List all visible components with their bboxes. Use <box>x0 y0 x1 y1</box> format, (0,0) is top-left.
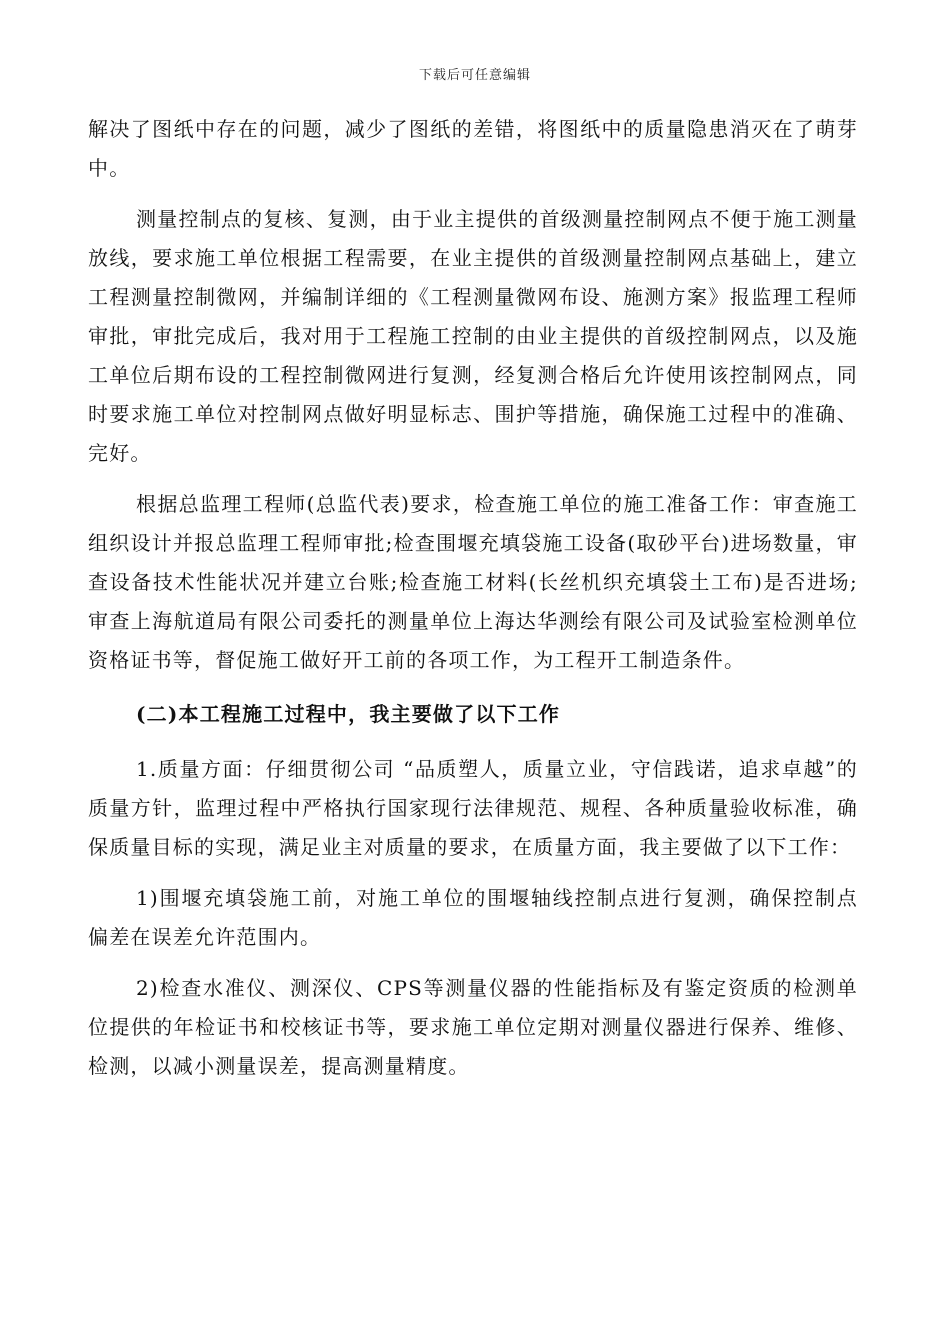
paragraph-construction-prep: 根据总监理工程师(总监代表)要求，检查施工单位的施工准备工作：审查施工组织设计并报总监理工程师审批;检查围堰充填袋施工设备(取砂平台)进场数量，审查设备技术性能状况并建立台账;检查施工材料(长丝机织充填袋土工布)是否进场;审查上海航道局有限公司委托的测量单位上海达华测绘有限公司及试验室检测单位资格证书等，督促施工做好开工前的各项工作，为工程开工制造条件。 <box>88 492 858 672</box>
paragraph-item-2: 2)检查水准仪、测深仪、CPS等测量仪器的性能指标及有鉴定资质的检测单位提供的年检证书和校核证书等，要求施工单位定期对测量仪器进行保养、维修、检测，以减小测量误差，提高测量精度。 <box>88 976 858 1078</box>
paragraph-continuation: 解决了图纸中存在的问题，减少了图纸的差错，将图纸中的质量隐患消灭在了萌芽中。 <box>88 117 858 180</box>
document-body <box>88 110 858 1098</box>
page-header: 下载后可任意编辑 <box>418 68 531 83</box>
paragraph-item-1: 1)围堰充填袋施工前，对施工单位的围堰轴线控制点进行复测，确保控制点偏差在误差允许范围内。 <box>88 886 858 949</box>
paragraph-survey-control: 测量控制点的复核、复测，由于业主提供的首级测量控制网点不便于施工测量放线，要求施工单位根据工程需要，在业主提供的首级测量控制网点基础上，建立工程测量控制微网，并编制详细的《工程测量微网布设、施测方案》报监理工程师审批，审批完成后，我对用于工程施工控制的由业主提供的首级控制网点，以及施工单位后期布设的工程控制微网进行复测，经复测合格后允许使用该控制网点，同时要求施工单位对控制网点做好明显标志、围护等措施，确保施工过程中的准确、完好。 <box>88 207 858 465</box>
paragraph-quality: 1.质量方面：仔细贯彻公司 “品质塑人，质量立业，守信践诺，追求卓越”的质量方针，监理过程中严格执行国家现行法律规范、规程、各种质量验收标准，确保质量目标的实现，满足业主对质量的要求，在质量方面，我主要做了以下工作： <box>88 757 858 859</box>
section-heading: (二)本工程施工过程中，我主要做了以下工作 <box>136 702 561 726</box>
